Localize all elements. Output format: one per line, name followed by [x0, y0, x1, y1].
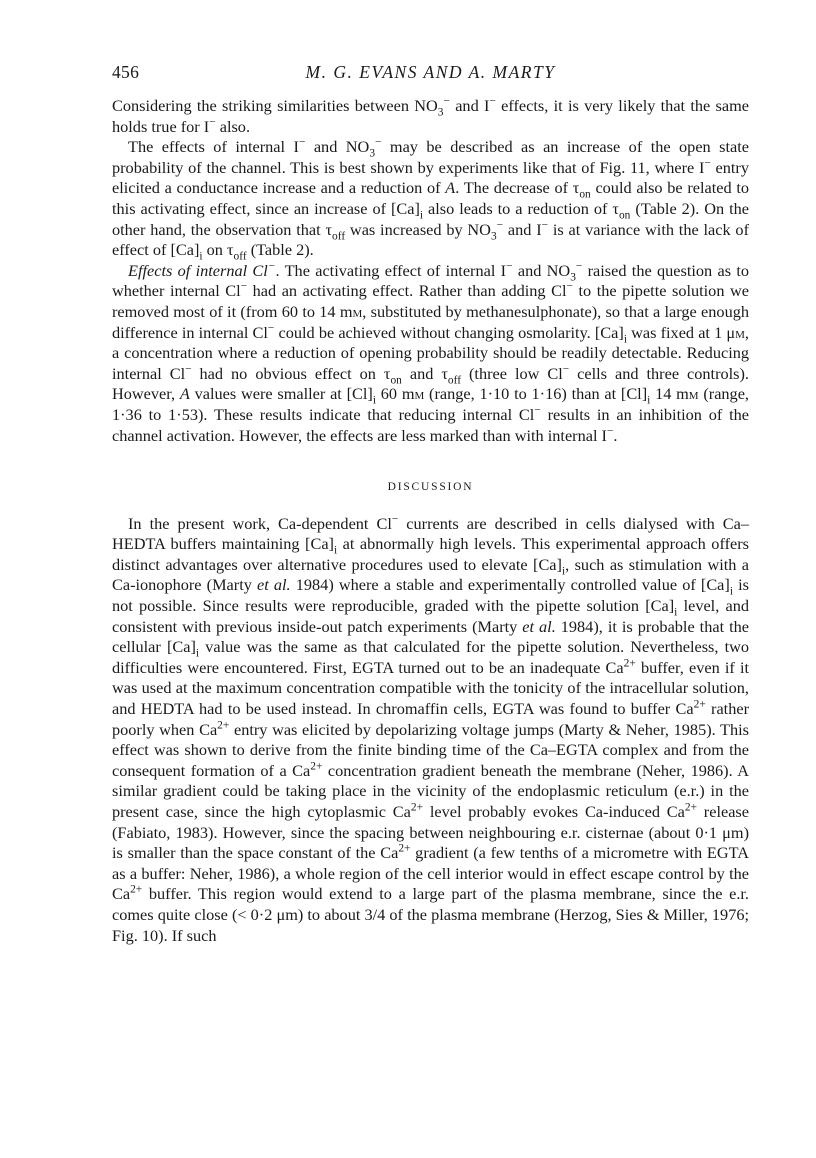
running-head: M. G. EVANS AND A. MARTY [305, 62, 556, 82]
page-number: 456 [112, 62, 140, 82]
journal-page [112, 62, 749, 946]
page-header [112, 62, 749, 88]
section-heading: DISCUSSION [387, 481, 474, 494]
article-body [112, 96, 749, 946]
paragraph-3: Effects of internal Cl−. The activating effect of internal I− and $NO_3^-$ raised the question as to whether internal Cl− had an activating effect. Rather than adding Cl− to the pipette solution we removed most of it (from 60 to 14 mm, substituted by methanesulphonate), so that a large enough difference in internal Cl− could be achieved without changing osmolarity. $[Ca]_i$ was fixed at 1 μm, a concentration where a reduction of opening probability should be readily detectable. Reducing internal Cl− had no obvious effect on $\tau_{on}$ and $\tau_{off}$ (three low Cl− cells and three controls). However, A values were smaller at $[Cl]_i$ 60 mm (range, 1·10 to 1·16) than at $[Cl]_i$ 14 mm (range, 1·36 to 1·53). These results indicate that reducing internal Cl− results in an inhibition of the channel activation. However, the effects are less marked than with internal I−. [112, 260, 750, 445]
paragraph-1: Considering the striking similarities between $NO_3^-$ and I− effects, it is very likely that the same holds true for I− also. [112, 95, 749, 136]
paragraph-2: The effects of internal I− and $NO_3^-$ may be described as an increase of the open state probability of the channel. This is best shown by experiments like that of Fig. 11, where I− entry elicited a conductance increase and a reduction of A. The decrease of $\tau_{on}$ could also be related to this activating effect, since an increase of $[Ca]_i$ also leads to a reduction of $\tau_{on}$ (Table 2). On the other hand, the observation that $\tau_{off}$ was increased by $NO_3^-$ and I− is at variance with the lack of effect of $[Ca]_i$ on $\tau_{off}$ (Table 2). [112, 136, 750, 263]
paragraph-4: In the present work, Ca-dependent Cl− currents are described in cells dialysed with Ca–HEDTA buffers maintaining $[Ca]_i$ at abnormally high levels. This experimental approach offers distinct advantages over alternative procedures used to elevate $[Ca]_i$, such as stimulation with a Ca-ionophore (Marty et al. 1984) where a stable and experimentally controlled value of $[Ca]_i$ is not possible. Since results were reproducible, graded with the pipette solution $[Ca]_i$ level, and consistent with previous inside-out patch experiments (Marty et al. 1984), it is probable that the cellular $[Ca]_i$ value was the same as that calculated for the pipette solution. Nevertheless, two difficulties were encountered. First, EGTA turned out to be an inadequate $Ca^{2+}$ buffer, even if it was used at the maximum concentration compatible with the tonicity of the intracellular solution, and HEDTA had to be used instead. In chromaffin cells, EGTA was found to buffer $Ca^{2+}$ rather poorly when $Ca^{2+}$ entry was elicited by depolarizing voltage jumps (Marty & Neher, 1985). This effect was shown to derive from the finite binding time of the Ca–EGTA complex and from the consequent formation of a $Ca^{2+}$ concentration gradient beneath the membrane (Neher, 1986). A similar gradient could be taking place in the vicinity of the endoplasmic reticulum (e.r.) in the present case, since the high cytoplasmic $Ca^{2+}$ level probably evokes Ca-induced $Ca^{2+}$ release (Fabiato, 1983). However, since the spacing between neighbouring e.r. cisternae (about 0·1 μm) is smaller than the space constant of the $Ca^{2+}$ gradient (a few tenths of a micrometre with EGTA as a buffer: Neher, 1986), a whole region of the cell interior would in effect escape control by the $Ca^{2+}$ buffer. This region would extend to a large part of the plasma membrane, since the e.r. comes quite close (< 0·2 μm) to about 3/4 of the plasma membrane (Herzog, Sies & Miller, 1976; Fig. 10). If such [112, 513, 750, 945]
